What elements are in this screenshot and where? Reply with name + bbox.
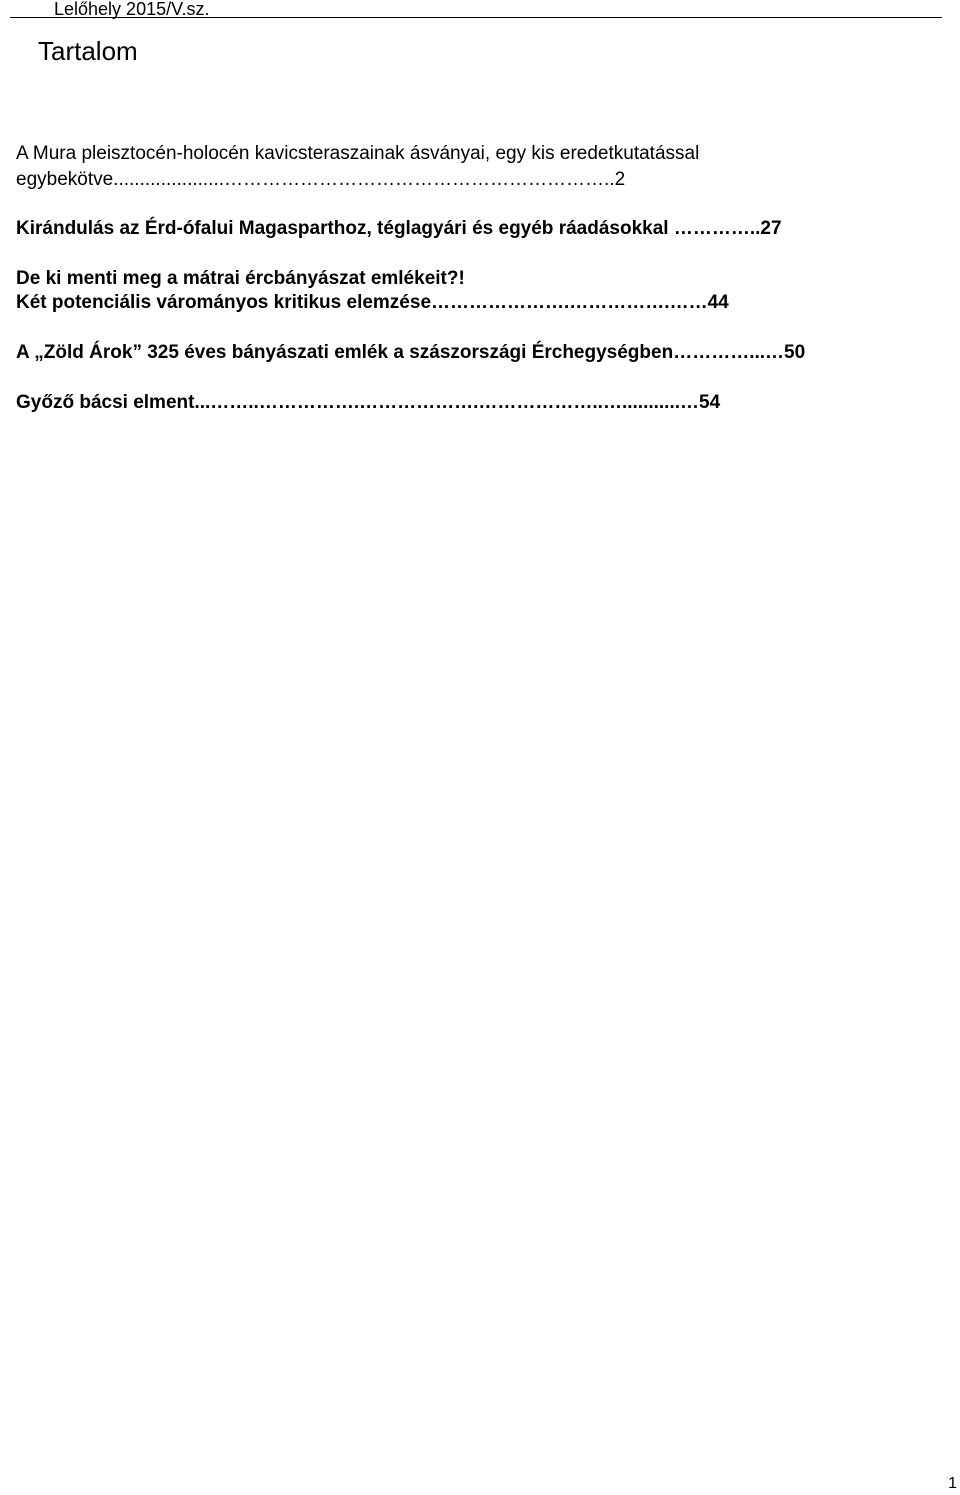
page-title: Tartalom [38, 36, 138, 66]
toc-entry-3-line-1: De ki menti meg a mátrai ércbányászat emlékeit?! [16, 268, 465, 289]
toc-entry-1-line-2: egybekötve.....................……………………………………………………..2 [16, 169, 626, 190]
toc-entry-4: A „Zöld Árok” 325 éves bányászati emlék a szászországi Érchegységben…………...…50 [16, 342, 806, 363]
toc-entry-2: Kirándulás az Érd-ófalui Magasparthoz, téglagyári és egyéb ráadásokkal …………..27 [16, 218, 782, 239]
toc-entry-3-line-2: Két potenciális várományos kritikus elemzése………………….…………….……44 [16, 292, 729, 313]
running-header: Lelőhely 2015/V.sz. [54, 0, 210, 19]
toc-entry-1-line-1: A Mura pleisztocén-holocén kavicsteraszainak ásványai, egy kis eredetkutatással [16, 143, 700, 164]
header-rule [10, 17, 942, 18]
toc-entry-5: Győző bácsi elment...……..…………….……………….………………..…...........…54 [16, 392, 721, 413]
page-number: 1 [948, 1475, 957, 1492]
